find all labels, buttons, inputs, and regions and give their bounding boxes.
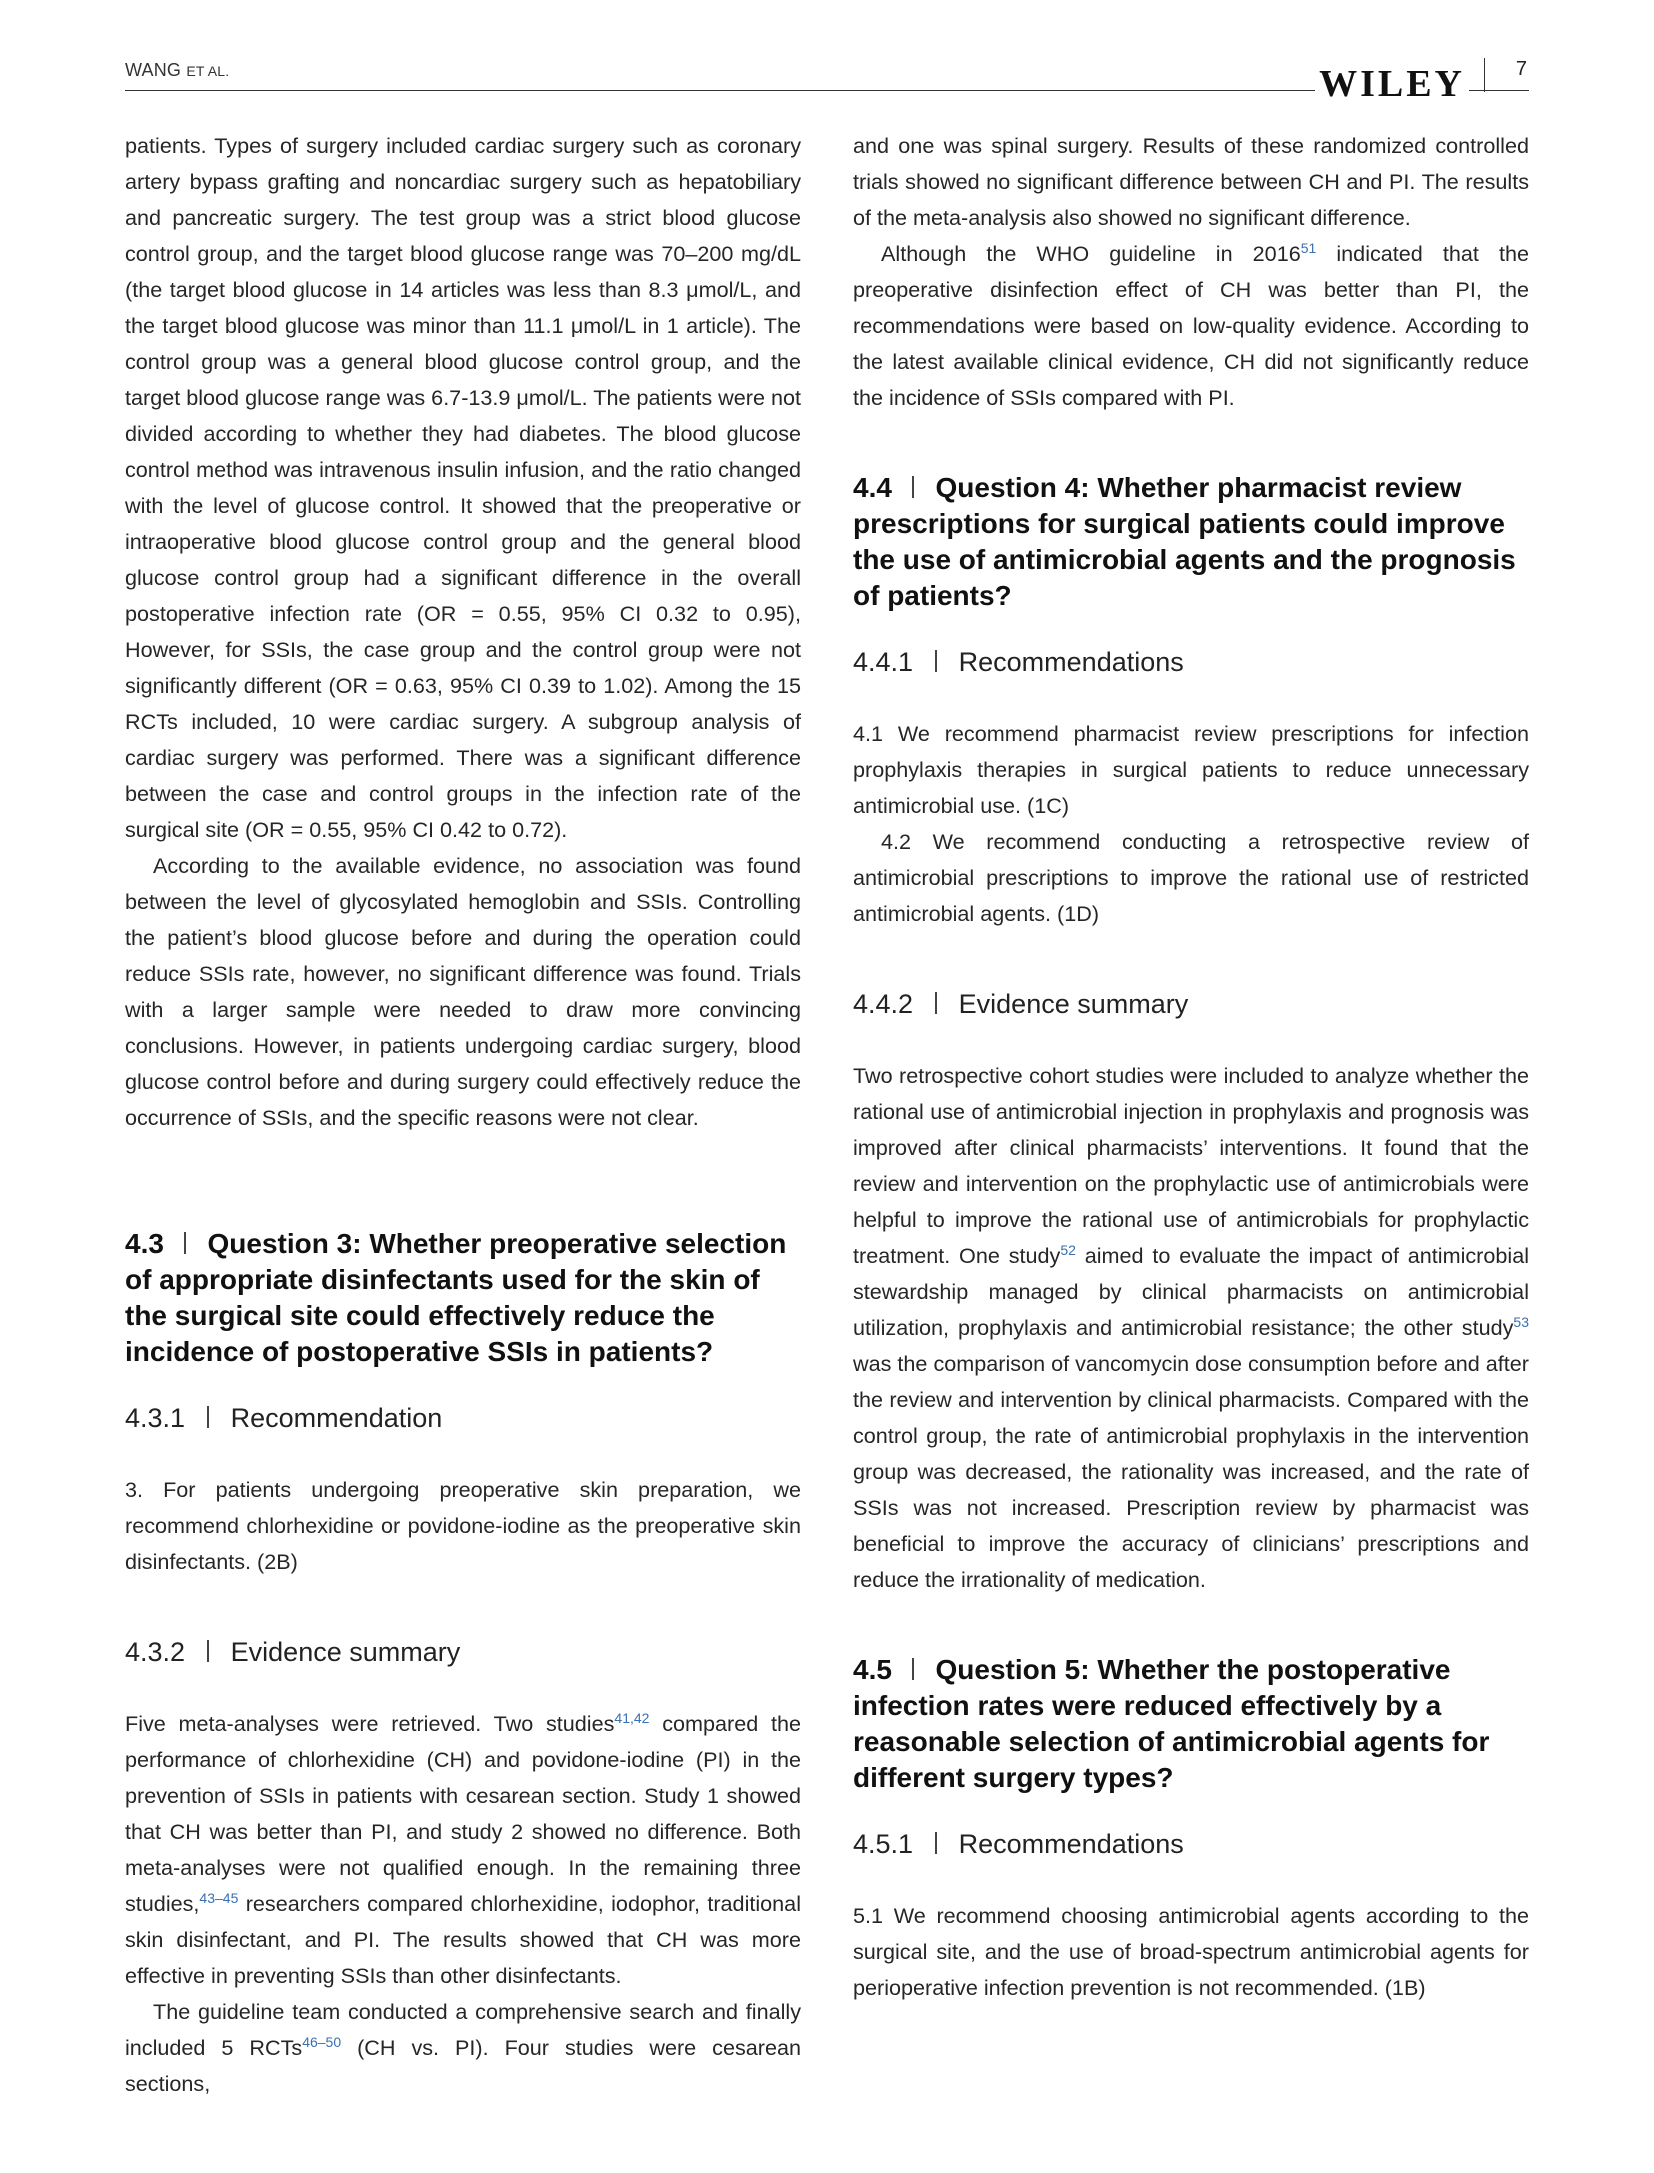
body-paragraph: Although the WHO guideline in 2016$^{51}$ indicated that the preoperative disinfection effect of CH was better than PI, the recommendations were based on low-quality evidence. According to the latest available clinical evidence, CH did not significantly reduce the incidence of SSIs compared with PI. bbox=[853, 240, 1529, 410]
heading-separator bbox=[935, 650, 937, 672]
citation-ref[interactable]: 41,42 bbox=[614, 1710, 650, 1726]
recommendation-3: 3. For patients undergoing preoperative skin preparation, we recommend chlorhexidine or povidone-iodine as the preoperative skin disinfectants. (2B) bbox=[125, 1477, 801, 1574]
subsection-title: Evidence summary bbox=[230, 1637, 461, 1667]
section-heading-4-5 bbox=[853, 1652, 1529, 1796]
section-title: Question 4: Whether pharmacist review prescriptions for surgical patients could improve the use of antimicrobial agents and the prognosis of patients? bbox=[853, 472, 1516, 611]
section-heading-4-3 bbox=[125, 1226, 801, 1370]
subsection-title: Evidence summary bbox=[958, 989, 1189, 1019]
publisher-logo: WILEY bbox=[1315, 64, 1469, 104]
subsection-heading-4-5-1 bbox=[853, 1826, 1529, 1862]
heading-separator bbox=[184, 1232, 186, 1254]
citation-ref[interactable]: 53 bbox=[1513, 1314, 1529, 1330]
running-head-author: WANG bbox=[125, 60, 182, 80]
body-paragraph: and one was spinal surgery. Results of these randomized controlled trials showed no significant difference between CH and PI. The results of the meta-analysis also showed no significant difference. bbox=[853, 133, 1529, 230]
heading-separator bbox=[912, 1658, 914, 1680]
subsection-heading-4-4-2 bbox=[853, 986, 1529, 1022]
heading-separator bbox=[935, 1832, 937, 1854]
heading-separator bbox=[207, 1640, 209, 1662]
subsection-title: Recommendations bbox=[958, 647, 1184, 677]
subsection-heading-4-3-1 bbox=[125, 1400, 801, 1436]
section-heading-4-4 bbox=[853, 470, 1529, 614]
recommendation-5-1: 5.1 We recommend choosing antimicrobial agents according to the surgical site, and the use of broad-spectrum antimicrobial agents for perioperative infection prevention is not recommended. (1B) bbox=[853, 1903, 1529, 2000]
heading-separator bbox=[935, 992, 937, 1014]
subsection-number: 4.4.1 bbox=[853, 647, 914, 677]
section-title: Question 3: Whether preoperative selection of appropriate disinfectants used for the skin of the surgical site could effectively reduce the incidence of postoperative SSIs in patients? bbox=[125, 1228, 787, 1367]
left-column bbox=[125, 128, 801, 2102]
body-paragraph: patients. Types of surgery included cardiac surgery such as coronary artery bypass grafting and noncardiac surgery such as hepatobiliary and pancreatic surgery. The test group was a strict blood glucose control group, and the target blood glucose range was 70–200 mg/dL (the target blood glucose in 14 articles was less than 8.3 μmol/L, and the target blood glucose was minor than 11.1 μmol/L in 1 article). The control group was a general blood glucose control group, and the target blood glucose range was 6.7-13.9 μmol/L. The patients were not divided according to whether they had diabetes. The blood glucose control method was intravenous insulin infusion, and the ratio changed with the level of glucose control. It showed that the preoperative or intraoperative blood glucose control group and the general blood glucose control group had a significant difference in the overall postoperative infection rate (OR = 0.55, 95% CI 0.32 to 0.95), However, for SSIs, the case group and the control group were not significantly different (OR = 0.63, 95% CI 0.39 to 1.02). Among the 15 RCTs included, 10 were cardiac surgery. A subgroup analysis of cardiac surgery was performed. There was a significant difference between the case and control groups in the infection rate of the surgical site (OR = 0.55, 95% CI 0.42 to 0.72). bbox=[125, 133, 801, 842]
section-number: 4.5 bbox=[853, 1654, 892, 1685]
subsection-heading-4-4-1 bbox=[853, 644, 1529, 680]
citation-ref[interactable]: 52 bbox=[1060, 1242, 1076, 1258]
evidence-paragraph: Five meta-analyses were retrieved. Two studies$^{41,42}$ compared the performance of chlorhexidine (CH) and povidone-iodine (PI) in the prevention of SSIs in patients with cesarean section. Study 1 showed that CH was better than PI, and study 2 showed no difference. Both meta-analyses were not qualified enough. In the remaining three studies,$^{43-45}$ researchers compared chlorhexidine, iodophor, traditional skin disinfectant, and PI. The results showed that CH was more effective in preventing SSIs than other disinfectants. bbox=[125, 1710, 801, 1988]
citation-ref[interactable]: 43–45 bbox=[199, 1890, 239, 1906]
subsection-number: 4.4.2 bbox=[853, 989, 914, 1019]
right-column bbox=[853, 128, 1529, 2006]
running-head-etal: ET AL. bbox=[186, 63, 230, 79]
body-paragraph: According to the available evidence, no association was found between the level of glycosylated hemoglobin and SSIs. Controlling the patient’s blood glucose before and during the operation could reduce SSIs rate, however, no significant difference was found. Trials with a larger sample were needed to draw more convincing conclusions. However, in patients undergoing cardiac surgery, blood glucose control before and during surgery could effectively reduce the occurrence of SSIs, and the specific reasons were not clear. bbox=[125, 853, 801, 1130]
running-head bbox=[125, 60, 229, 81]
page-number: 7 bbox=[1515, 58, 1527, 80]
subsection-number: 4.3.2 bbox=[125, 1637, 186, 1667]
section-number: 4.4 bbox=[853, 472, 892, 503]
citation-ref[interactable]: 46–50 bbox=[302, 2034, 342, 2050]
heading-separator bbox=[207, 1406, 209, 1428]
page-header bbox=[125, 58, 1529, 108]
section-number: 4.3 bbox=[125, 1228, 164, 1259]
subsection-title: Recommendations bbox=[958, 1829, 1184, 1859]
subsection-number: 4.3.1 bbox=[125, 1403, 186, 1433]
citation-ref[interactable]: 51 bbox=[1300, 240, 1317, 256]
evidence-paragraph: The guideline team conducted a comprehensive search and finally included 5 RCTs$^{46-50}$ (CH vs. PI). Four studies were cesarean sections, bbox=[125, 1999, 801, 2096]
heading-separator bbox=[912, 476, 914, 498]
subsection-title: Recommendation bbox=[230, 1403, 443, 1433]
recommendation-4-1: 4.1 We recommend pharmacist review prescriptions for infection prophylaxis therapies in surgical patients to reduce unnecessary antimicrobial use. (1C) bbox=[853, 721, 1529, 818]
evidence-paragraph: Two retrospective cohort studies were included to analyze whether the rational use of antimicrobial injection in prophylaxis and prognosis was improved after clinical pharmacists’ interventions. It found that the review and intervention on the prophylactic use of antimicrobials were helpful to improve the rational use of antimicrobials for prophylactic treatment. One study$^{52}$ aimed to evaluate the impact of antimicrobial stewardship managed by clinical pharmacists on antimicrobial utilization, prophylaxis and antimicrobial resistance; the other study$^{53}$ was the comparison of vancomycin dose consumption before and after the review and intervention by clinical pharmacists. Compared with the control group, the rate of antimicrobial prophylaxis in the intervention group was decreased, the rationality was increased, and the rate of SSIs was not increased. Prescription review by pharmacist was beneficial to improve the accuracy of clinicians’ prescriptions and reduce the irrationality of medication. bbox=[853, 1063, 1529, 1592]
subsection-heading-4-3-2 bbox=[125, 1634, 801, 1670]
subsection-number: 4.5.1 bbox=[853, 1829, 914, 1859]
recommendation-4-2: 4.2 We recommend conducting a retrospective review of antimicrobial prescriptions to improve the rational use of restricted antimicrobial agents. (1D) bbox=[853, 829, 1529, 926]
section-title: Question 5: Whether the postoperative infection rates were reduced effectively by a reasonable selection of antimicrobial agents for different surgery types? bbox=[853, 1654, 1490, 1793]
